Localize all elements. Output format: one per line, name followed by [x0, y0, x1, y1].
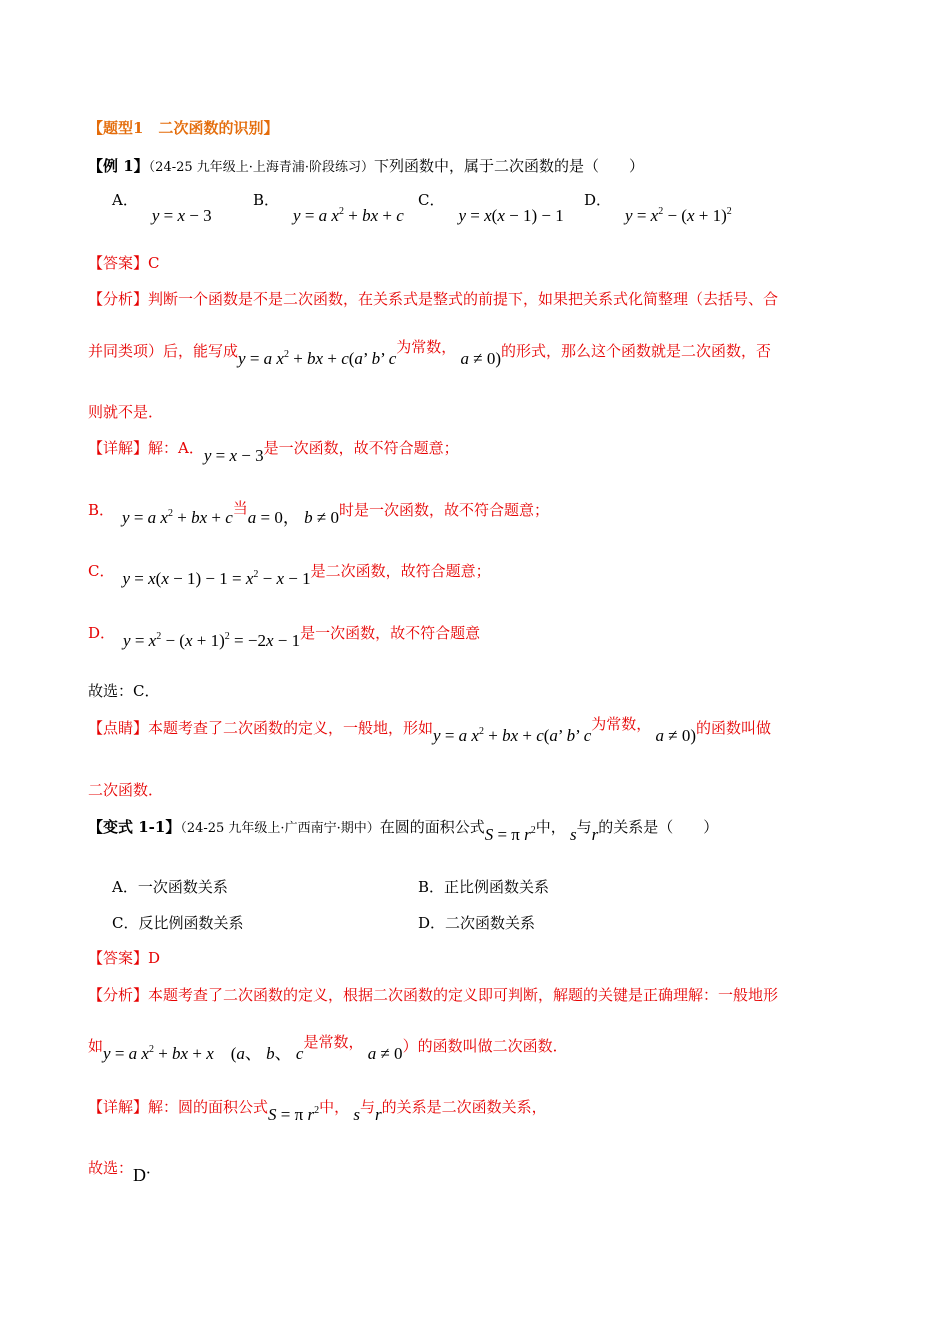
detail-d: D． $y = x^2 - (x + 1)^2 = -2x - 1$是一次函数，故不符合题意: [88, 624, 481, 650]
analysis-line-1: 【分析】判断一个函数是不是二次函数，在关系式是整式的前提下，如果把关系式化简整理（去括号、合: [88, 290, 779, 308]
detail-a: 【详解】解：A．y = x − 3是一次函数，故不符合题意；: [88, 439, 459, 465]
variant-option-a: A．一次函数关系: [112, 878, 228, 896]
variant-choose-line: 故选：D．: [88, 1159, 162, 1185]
variant-analysis-line-1: 【分析】本题考查了二次函数的定义，根据二次函数的定义即可判断，解题的关键是正确理解：一般地形: [88, 986, 779, 1004]
analysis-line-2: 并同类项）后，能写成y = a $x^2$ + bx + c(a’ b’ c为常数， a ≠ 0)的形式，那么这个函数就是二次函数，否: [88, 338, 772, 368]
variant-1-question: 【变式 1-1】（24-25 九年级上·广西南宁·期中）在圆的面积公式S = π $r^2$中， s与r的关系是（ ）: [88, 818, 719, 844]
choose-line: 故选：C．: [88, 682, 160, 700]
variant-detail-line: 【详解】解：圆的面积公式S = π $r^2$中， s与r的关系是二次函数关系，: [88, 1098, 547, 1124]
detail-c: C． $y = x(x - 1) - 1 = x^2 - x - 1$是二次函数，故符合题意；: [88, 562, 491, 588]
variant-option-c: C．反比例函数关系: [112, 914, 244, 932]
detail-b: B． y = a $x^2$ + bx + c当a = 0， b ≠ 0时是一次函数，故不符合题意；: [88, 499, 549, 527]
option-d: D．$y = x^2 - (x + 1)^2$: [584, 191, 732, 225]
comment-line-2: 二次函数．: [88, 781, 164, 799]
variant-option-b: B．正比例函数关系: [418, 878, 550, 896]
variant-answer-line: 【答案】D: [88, 949, 161, 967]
example-1-question: [88, 156, 644, 178]
formula-general: y = a $x^2$ + bx + c(a’ b’ c: [238, 349, 397, 368]
answer-line: 【答案】C: [88, 254, 160, 272]
variant-answer-value: D: [148, 949, 161, 967]
variant-choose-answer: D: [133, 1165, 147, 1185]
example-question-text: 下列函数中，属于二次函数的是（ ）: [374, 157, 645, 175]
variant-option-d: D．二次函数关系: [418, 914, 536, 932]
option-b: B．y = a $x^2$ + bx + c: [253, 191, 404, 225]
section-title: 【题型1 二次函数的识别】: [88, 119, 279, 137]
example-tag: 【例 1】: [88, 157, 149, 175]
comment-line-1: 【点睛】本题考查了二次函数的定义，一般地，形如y = a $x^2$ + bx + c(a’ b’ c为常数， a ≠ 0)的函数叫做: [88, 715, 772, 745]
example-source: （24-25 九年级上·上海青浦·阶段练习）: [148, 160, 375, 175]
option-c: C．y = x(x − 1) − 1: [418, 191, 564, 225]
variant-analysis-line-2: 如y = a $x^2$ + bx + x (a、 b、 c是常数， a ≠ 0）的函数叫做二次函数．: [88, 1033, 568, 1063]
answer-value: C: [148, 254, 160, 272]
analysis-line-3: 则就不是．: [88, 403, 164, 421]
option-a: A．y = x − 3: [112, 191, 212, 225]
